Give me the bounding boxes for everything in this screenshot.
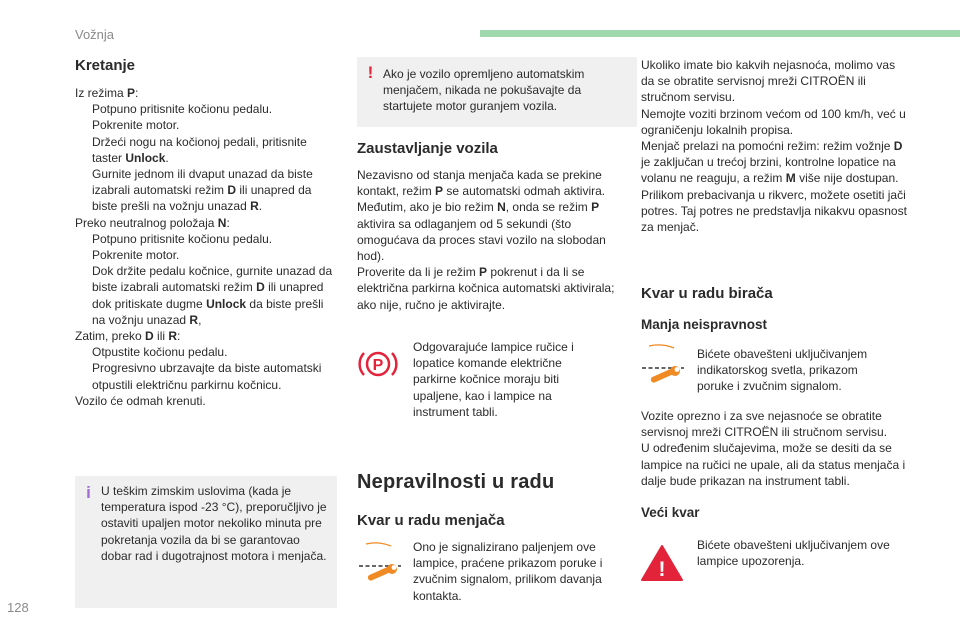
parking-brake-letter: P (372, 357, 384, 374)
bullet-icon (75, 263, 92, 328)
stop-section (357, 140, 621, 313)
stop-paragraph-1: Nezavisno od stanja menjača kada se prekine kontakt, režim P se automatski odmah aktivira. Međutim, ako je bio režim N, onda se režim P aktivira sa odlaganjem od 5 sekundi (što omogućava da proces stavi vozilo na slobodan hod). (357, 168, 606, 264)
list-item: Progresivno ubrzavajte da biste automatski otpustili električnu parkirnu kočnicu. (75, 360, 337, 392)
list-item: Potpuno pritisnite kočionu pedalu. (75, 231, 337, 247)
list-item: Pokrenite motor. (75, 247, 337, 263)
warning-triangle-mark: ! (658, 558, 666, 581)
list-item: Potpuno pritisnite kočionu pedalu. (75, 101, 337, 117)
gearbox-fault-title: Kvar u radu menjača (357, 512, 505, 529)
parking-brake-text: Odgovarajuće lampice ručice i lopatice komande električne parkirne kočnice moraju biti upaljene, kao i lampice na instrument tabli. (413, 340, 574, 419)
stop-title: Zaustavljanje vozila (357, 140, 498, 157)
selector-fault-title: Kvar u radu birača (641, 285, 773, 302)
header-accent-bar (480, 30, 960, 37)
kretanje-title: Kretanje (75, 57, 136, 74)
warning-text: Ako je vozilo opremljeno automatskim menjačem, nikada ne pokušavajte da startujete motor guranjem vozila. (383, 67, 585, 114)
info-icon: i (86, 483, 91, 502)
list-item: Držeći nogu na kočionoj pedali, pritisnite taster Unlock. (75, 134, 337, 166)
kretanje-neutral: Preko neutralnog položaja N: (75, 215, 230, 230)
bullet-icon (75, 101, 92, 117)
minor-fault-text: Bićete obavešteni uključivanjem indikatorskog svetla, prikazom poruke i zvučnim signalom. (697, 347, 868, 394)
kretanje-end: Vozilo će odmah krenuti. (75, 393, 206, 408)
right-intro (641, 57, 911, 235)
kretanje-intro: Iz režima P: (75, 86, 139, 100)
right-paragraph-2: Nemojte voziti brzinom većom od 100 km/h, već u ograničenju lokalnih propisa. (641, 106, 906, 137)
bullet-icon (75, 117, 92, 133)
wrench-icon (357, 538, 403, 584)
bullet-icon (75, 360, 92, 392)
minor-paragraph-1: Vozite oprezno i za sve nejasnoće se obratite servisnoj mreži CITROËN ili stručnom servisu. (641, 409, 888, 440)
bullet-icon (75, 134, 92, 166)
major-fault-text: Bićete obavešteni uključivanjem ove lampice upozorenja. (697, 538, 890, 569)
right-paragraph-3: Menjač prelazi na pomoćni režim: režim vožnje D je zaključan u trećoj brzini, kontrolne lopatice na volanu ne reaguju, a režim M više nije dostupan. Prilikom prebacivanja u rikverc, možete osetiti jači potres. Taj potres ne predstavlja nikakvu opasnost za menjač. (641, 139, 907, 235)
bullet-icon (75, 344, 92, 360)
bullet-icon (75, 166, 92, 215)
faults-title: Nepravilnosti u radu (357, 471, 555, 493)
bullet-icon (75, 247, 92, 263)
minor-paragraph-2: U određenim slučajevima, može se desiti da se lampice na ručici ne upale, ali da status menjača i dalje bude prikazan na instrument tabli. (641, 441, 906, 488)
parking-brake-icon (358, 344, 398, 384)
section-title: Vožnja (75, 27, 115, 42)
list-item: Gurnite jednom ili dvaput unazad da biste izabrali automatski režim D ili unapred da biste prešli na vožnju unazad R. (75, 166, 337, 215)
minor-fault-title: Manja neispravnost (641, 317, 768, 332)
page-number: 128 (7, 600, 29, 615)
list-item: Otpustite kočionu pedalu. (75, 344, 337, 360)
wrench-icon (640, 340, 686, 386)
warning-icon: ! (367, 63, 374, 82)
kretanje-section (75, 57, 337, 409)
gearbox-fault-text: Ono je signalizirano paljenjem ove lampice, praćene prikazom poruke i zvučnim signalom, prilikom davanja kontakta. (413, 540, 603, 603)
list-item: Dok držite pedalu kočnice, gurnite unazad da biste izabrali automatski režim D ili unapred dok pritiskate dugme Unlock da biste prešli na vožnju unazad R, (75, 263, 337, 328)
minor-fault-paragraphs (641, 408, 911, 489)
bullet-icon (75, 231, 92, 247)
info-box (75, 476, 337, 608)
warning-triangle-icon (640, 543, 684, 583)
warning-box (357, 57, 637, 127)
major-fault-title: Veći kvar (641, 505, 700, 520)
stop-paragraph-2: Proverite da li je režim P pokrenut i da li se električna parkirna kočnica automatski aktivirala; ako nije, ručno je aktivirajte. (357, 265, 615, 312)
list-item: Pokrenite motor. (75, 117, 337, 133)
right-paragraph-1: Ukoliko imate bio kakvih nejasnoća, molimo vas da se obratite servisnoj mreži CITROËN ili stručnom servisu. (641, 58, 896, 105)
kretanje-then: Zatim, preko D ili R: (75, 329, 181, 344)
info-text: U teškim zimskim uslovima (kada je temperatura ispod -23 °C), preporučljivo je ostaviti upaljen motor nekoliko minuta pre pokretanja vozila da bi se garantovao dobar rad i dugotrajnost motora i menjača. (101, 484, 327, 563)
